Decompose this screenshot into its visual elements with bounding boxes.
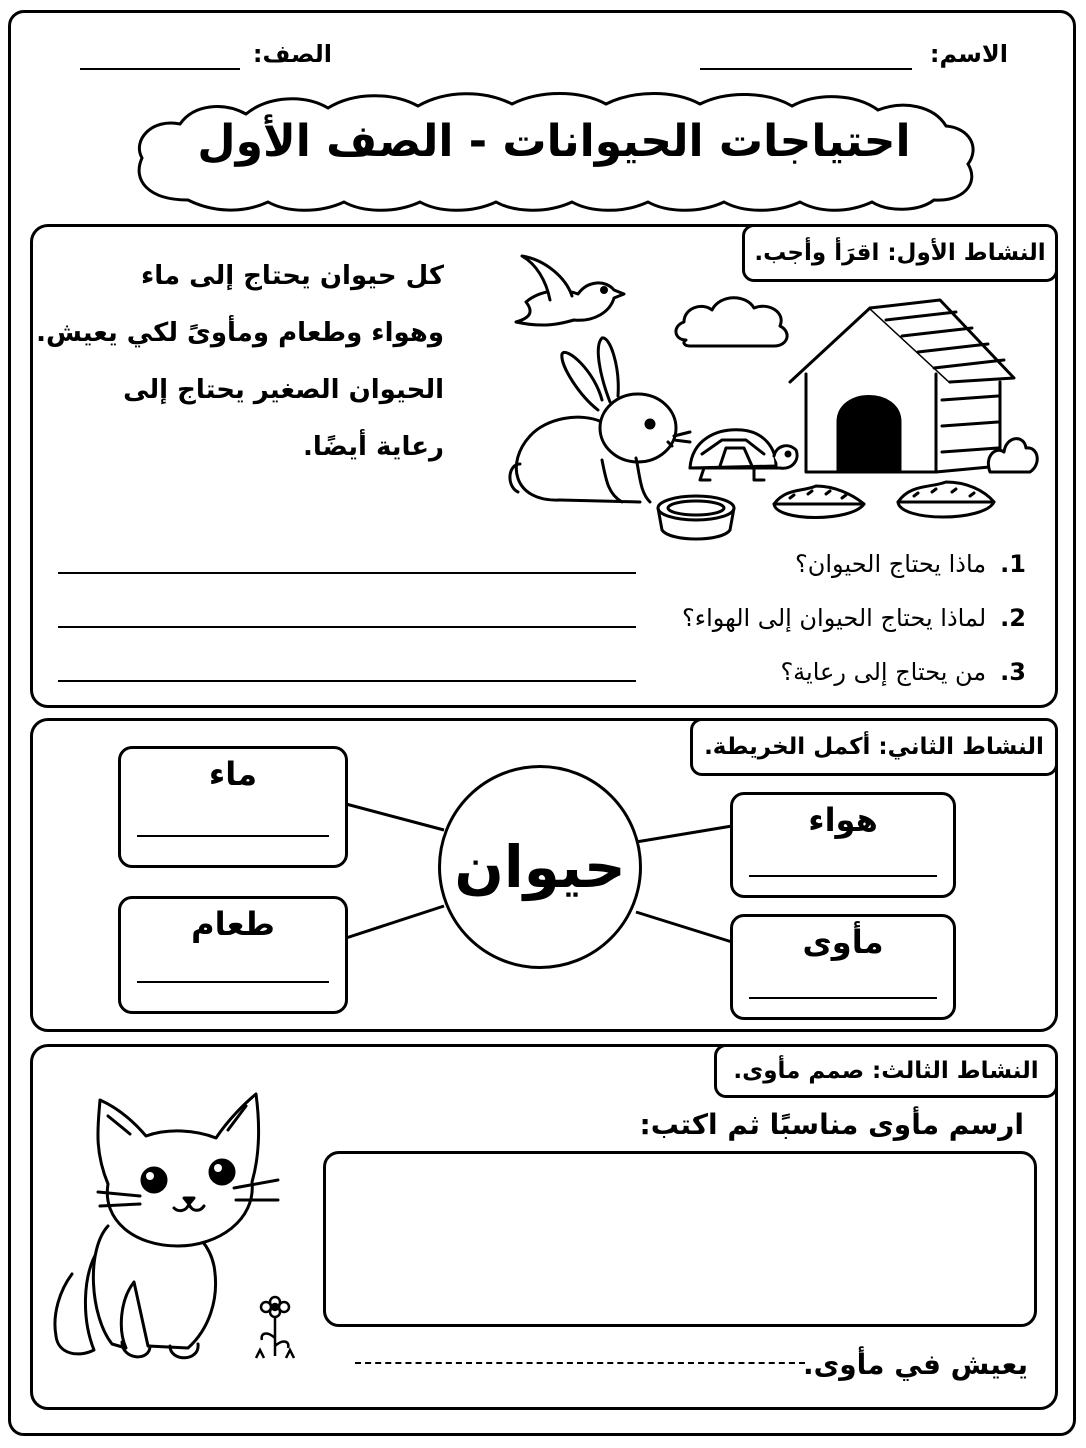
question-number: 2. bbox=[1000, 604, 1026, 632]
map-node-water bbox=[118, 746, 348, 868]
sentence-blank[interactable] bbox=[355, 1362, 805, 1364]
question-text: من يحتاج إلى رعاية؟ bbox=[780, 658, 987, 686]
activity3-heading: النشاط الثالث: صمم مأوى. bbox=[714, 1044, 1058, 1098]
passage-line: الحيوان الصغير يحتاج إلى bbox=[123, 375, 444, 405]
question-text: ماذا يحتاج الحيوان؟ bbox=[795, 550, 987, 578]
cloud-icon bbox=[676, 298, 787, 346]
map-node-shelter bbox=[730, 914, 956, 1020]
doghouse-icon bbox=[790, 300, 1014, 472]
activity2-heading: النشاط الثاني: أكمل الخريطة. bbox=[690, 718, 1058, 776]
map-node-air bbox=[730, 792, 956, 898]
map-node-food bbox=[118, 896, 348, 1014]
node-answer-line[interactable] bbox=[749, 997, 937, 999]
passage-line: رعاية أيضًا. bbox=[302, 432, 444, 462]
node-answer-line[interactable] bbox=[137, 981, 329, 983]
node-answer-line[interactable] bbox=[749, 875, 937, 877]
bird-icon bbox=[516, 256, 624, 325]
answer-line[interactable] bbox=[58, 572, 636, 574]
title-banner bbox=[128, 88, 980, 214]
activity1-passage bbox=[36, 248, 444, 476]
flower-icon bbox=[250, 1290, 300, 1370]
food-bowl-icon bbox=[898, 482, 994, 517]
passage-line: كل حيوان يحتاج إلى ماء bbox=[140, 261, 444, 291]
node-label: ماء bbox=[208, 755, 258, 793]
activity3-instruction: ارسم مأوى مناسبًا ثم اكتب: bbox=[639, 1108, 1024, 1141]
question-item bbox=[780, 658, 1026, 686]
rabbit-icon bbox=[510, 338, 690, 502]
class-field[interactable] bbox=[80, 68, 240, 70]
activity1-illustration bbox=[490, 250, 1050, 550]
question-item bbox=[682, 604, 1026, 632]
name-field[interactable] bbox=[700, 68, 912, 70]
node-label: مأوى bbox=[802, 923, 884, 961]
name-label: الاسم: bbox=[929, 40, 1008, 68]
question-number: 3. bbox=[1000, 658, 1026, 686]
bush-icon bbox=[988, 439, 1037, 472]
map-center-node: حيوان bbox=[438, 765, 642, 969]
class-label: الصف: bbox=[252, 40, 332, 68]
node-label: طعام bbox=[191, 905, 275, 943]
passage-line: وهواء وطعام ومأوىً لكي يعيش. bbox=[36, 318, 444, 348]
water-bowl-icon bbox=[658, 496, 734, 539]
food-bowl-icon bbox=[774, 486, 864, 518]
question-text: لماذا يحتاج الحيوان إلى الهواء؟ bbox=[682, 604, 987, 632]
answer-line[interactable] bbox=[58, 626, 636, 628]
activity3-sentence: يعيش في مأوى. bbox=[802, 1348, 1028, 1381]
node-label: هواء bbox=[808, 801, 878, 839]
answer-line[interactable] bbox=[58, 680, 636, 682]
question-item bbox=[795, 550, 1026, 578]
page-title: احتياجات الحيوانات - الصف الأول bbox=[197, 116, 911, 167]
activity1-heading: النشاط الأول: اقرَأ وأجب. bbox=[742, 224, 1058, 282]
question-number: 1. bbox=[1000, 550, 1026, 578]
turtle-icon bbox=[690, 430, 797, 480]
drawing-area[interactable] bbox=[323, 1151, 1037, 1327]
node-answer-line[interactable] bbox=[137, 835, 329, 837]
